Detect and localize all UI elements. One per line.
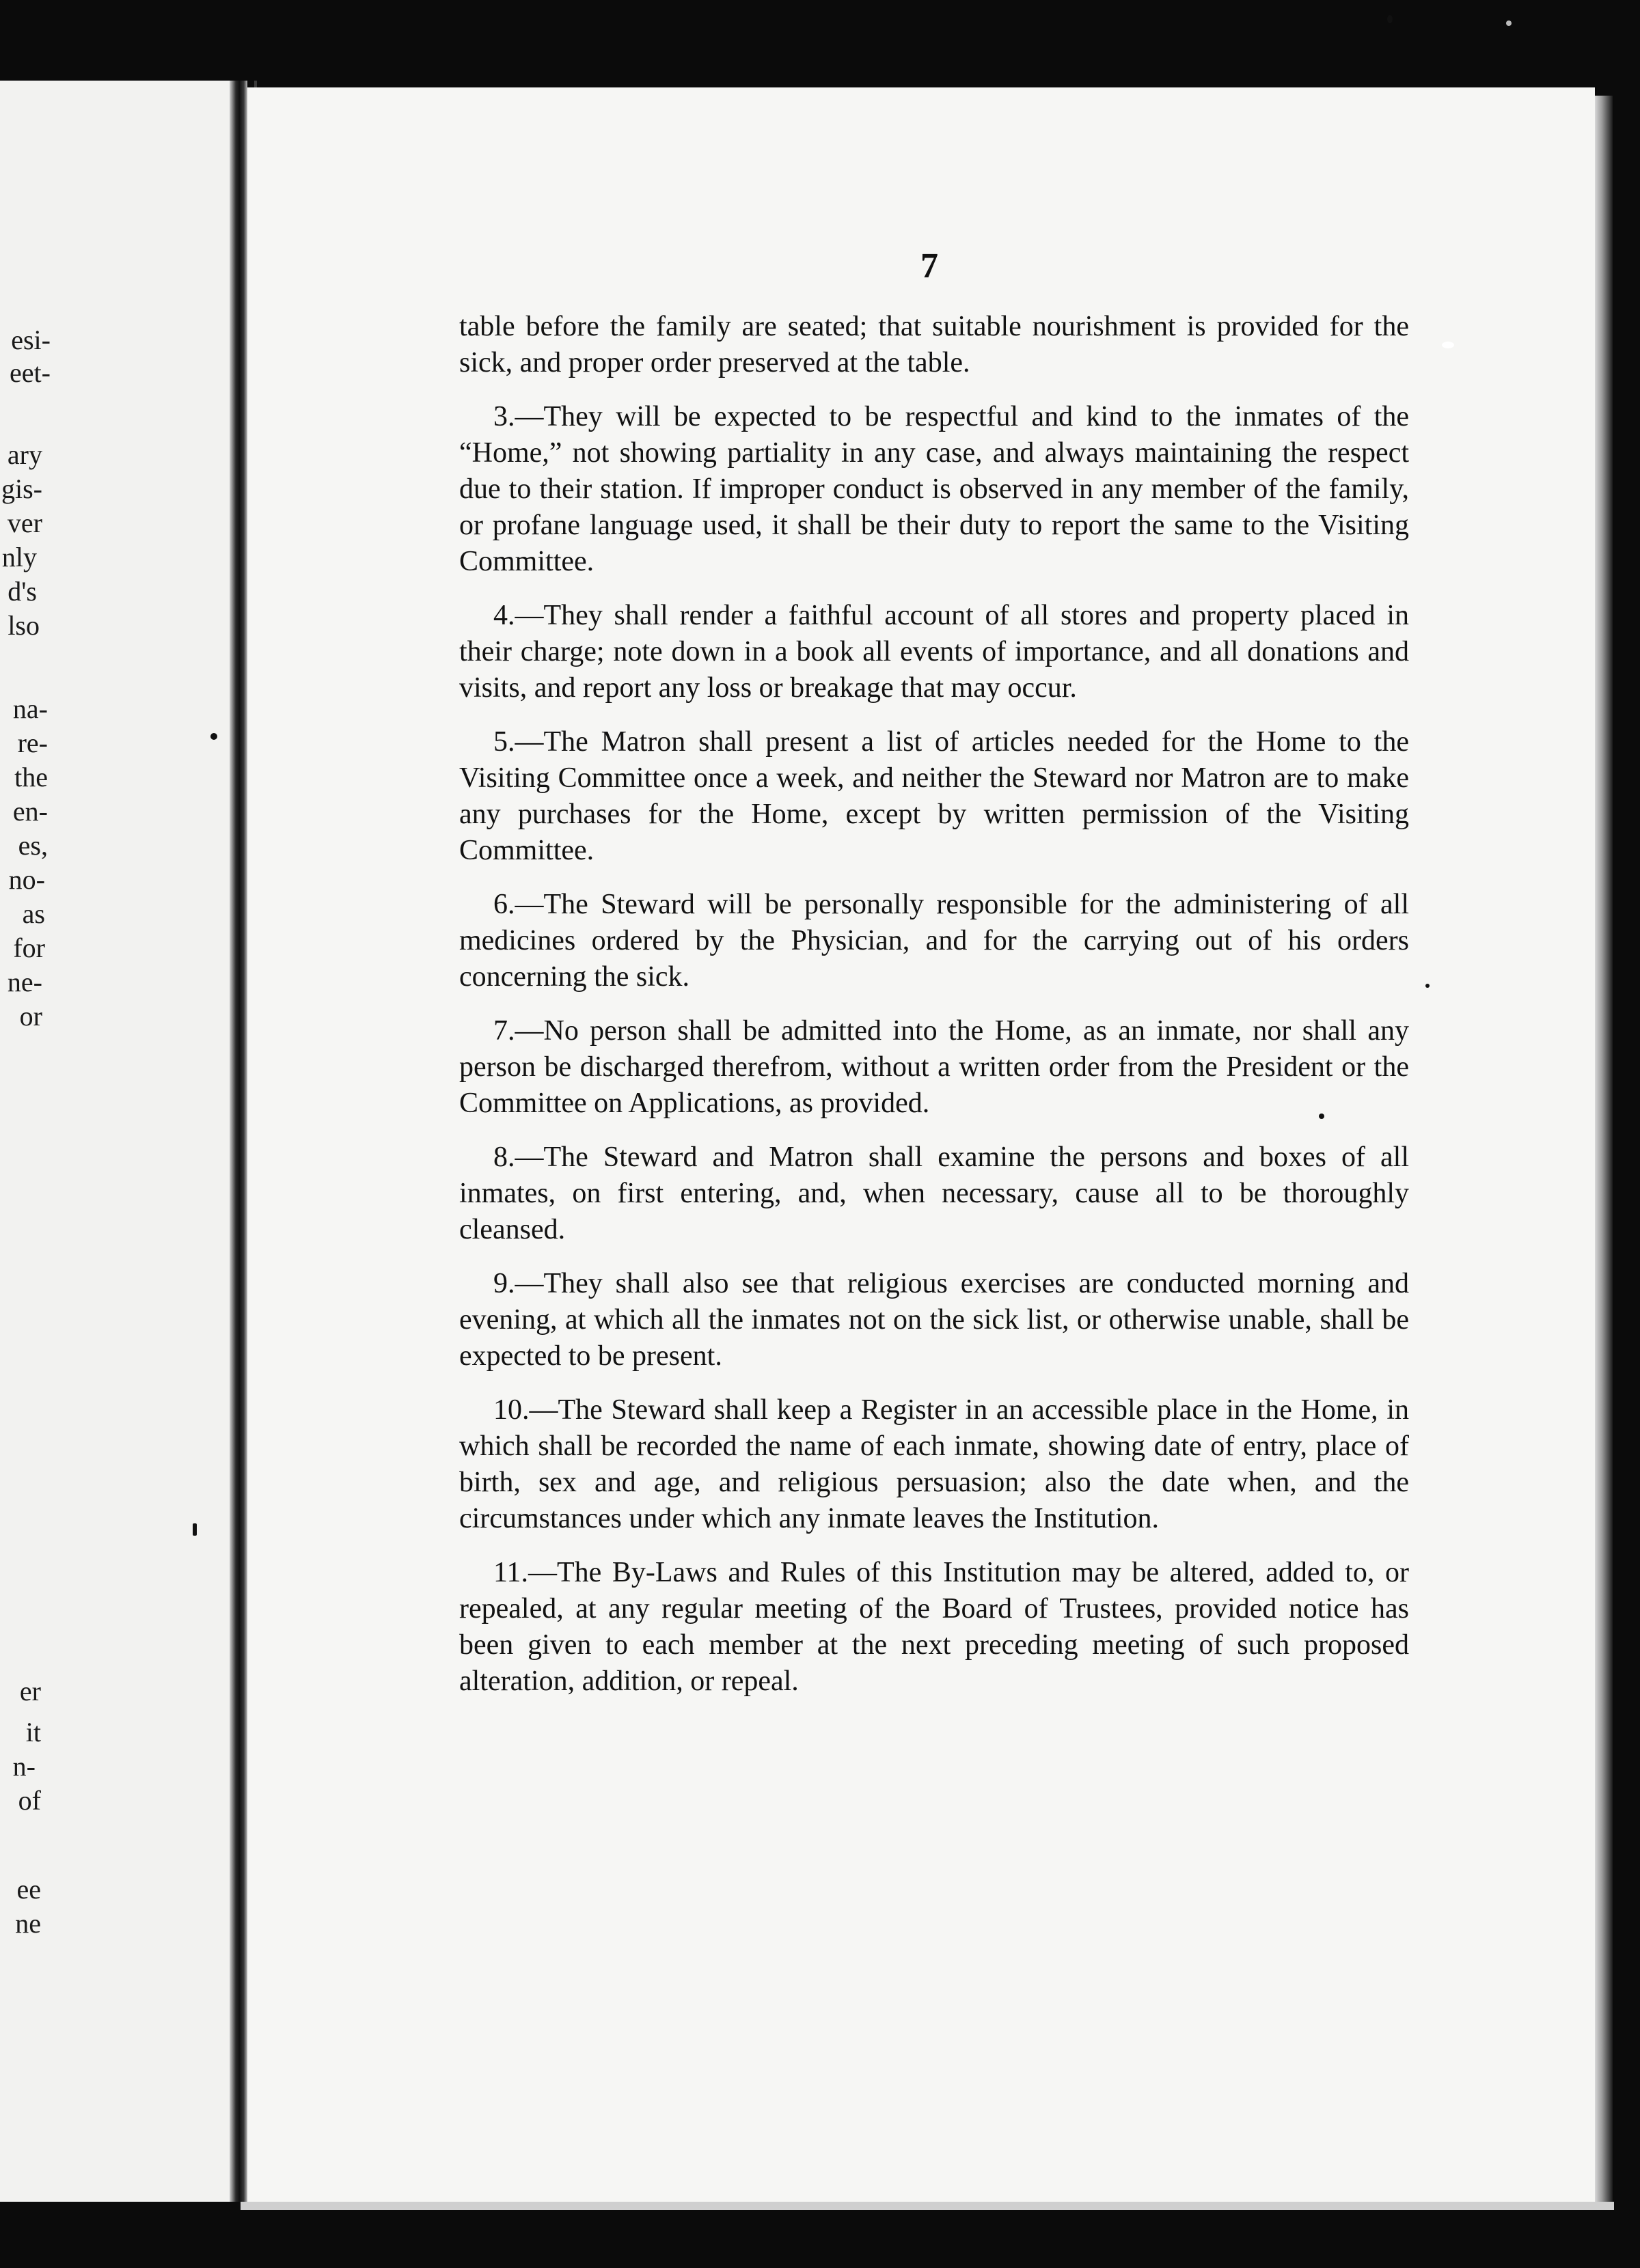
fragment-text: nly <box>1 542 37 572</box>
fragment-text: n- <box>12 1751 36 1782</box>
fragment-text: as <box>22 898 45 929</box>
page-bottom-edge <box>241 2202 1614 2210</box>
fragment-text: for <box>13 932 45 963</box>
fragment-text: of <box>18 1785 41 1816</box>
rule-10: 10.—The Steward shall keep a Register in an accessible place in the Home, in which shall be recorded the name of each inmate, showing date of entry, place of birth, sex and age, and religious persuasion; also the date when, and the circumstances under which any inmate leaves the Institution. <box>459 1394 1409 1534</box>
rule-4: 4.—They shall render a faithful account of all stores and property placed in their charge; note down in a book all events of importance, and all donations and visits, and report any loss or breakage that may occur. <box>459 600 1409 704</box>
fragment-text: ne <box>15 1908 41 1939</box>
scan-speck <box>193 1523 197 1536</box>
fragment-text: lso <box>8 610 40 641</box>
fragment-text: eet- <box>10 357 51 388</box>
fragment-text: re- <box>17 728 48 758</box>
fragment-text: no- <box>8 864 45 895</box>
scan-speck <box>1319 1114 1324 1119</box>
fragment-text: the <box>14 762 48 792</box>
binding-gutter <box>230 81 247 2202</box>
scan-speck <box>1506 20 1512 26</box>
rule-5: 5.—The Matron shall present a list of articles needed for the Home to the Visiting Committee once a week, and neither the Steward nor Matron are to make any purchases for the Home, except by written permission of the Visiting Committee. <box>459 726 1409 866</box>
fragment-text: ee <box>16 1874 41 1905</box>
scan-speck <box>210 733 217 740</box>
fragment-text: ne- <box>7 967 42 997</box>
scan-speck <box>1425 984 1430 988</box>
previous-page-fragment <box>0 81 241 2202</box>
rule-3: 3.—They will be expected to be respectful and kind to the inmates of the “Home,” not showing partiality in any case, and always maintaining the respect due to their station. If improper conduct is observed in any member of the family, or profane language used, it shall be their duty to report the same to the Visiting Committee. <box>459 401 1409 577</box>
body-text <box>459 309 1409 1717</box>
rule-6: 6.—The Steward will be personally responsible for the administering of all medicines ordered by the Physician, and for the carrying out of his orders concerning the sick. <box>459 889 1409 993</box>
fragment-text: es, <box>18 830 48 861</box>
scan-speck <box>1442 342 1454 348</box>
rule-8: 8.—The Steward and Matron shall examine the persons and boxes of all inmates, on first entering, and, when necessary, cause all to be thoroughly cleansed. <box>459 1142 1409 1245</box>
fragment-text: gis- <box>1 473 42 504</box>
fragment-text: esi- <box>11 324 51 355</box>
paragraph-continuation: table before the family are seated; that suitable nourishment is provided for the sick, and proper order preserved at the table. <box>459 311 1409 378</box>
scan-speck <box>1387 15 1393 23</box>
fragment-text: er <box>19 1676 41 1706</box>
fragment-text: d's <box>8 576 37 607</box>
page-edge-shadow <box>1595 96 1613 2202</box>
fragment-text: en- <box>12 796 48 827</box>
fragment-text: ary <box>7 439 42 470</box>
fragment-text: na- <box>12 693 48 724</box>
rule-7: 7.—No person shall be admitted into the Home, as an inmate, nor shall any person be discharged therefrom, without a written order from the President or the Committee on Applications, as provided. <box>459 1015 1409 1119</box>
fragment-text: or <box>19 1001 42 1032</box>
rule-11: 11.—The By-Laws and Rules of this Institution may be altered, added to, or repealed, at any regular meeting of the Board of Trustees, provided notice has been given to each member at the next preceding meeting of such proposed alteration, addition, or repeal. <box>459 1557 1409 1697</box>
rule-9: 9.—They shall also see that religious exercises are conducted morning and evening, at which all the inmates not on the sick list, or otherwise unable, shall be expected to be present. <box>459 1268 1409 1372</box>
previous-page-text-fragments <box>0 81 241 2202</box>
fragment-text: it <box>25 1717 41 1747</box>
fragment-text: ver <box>7 508 42 538</box>
page-number: 7 <box>920 247 938 286</box>
